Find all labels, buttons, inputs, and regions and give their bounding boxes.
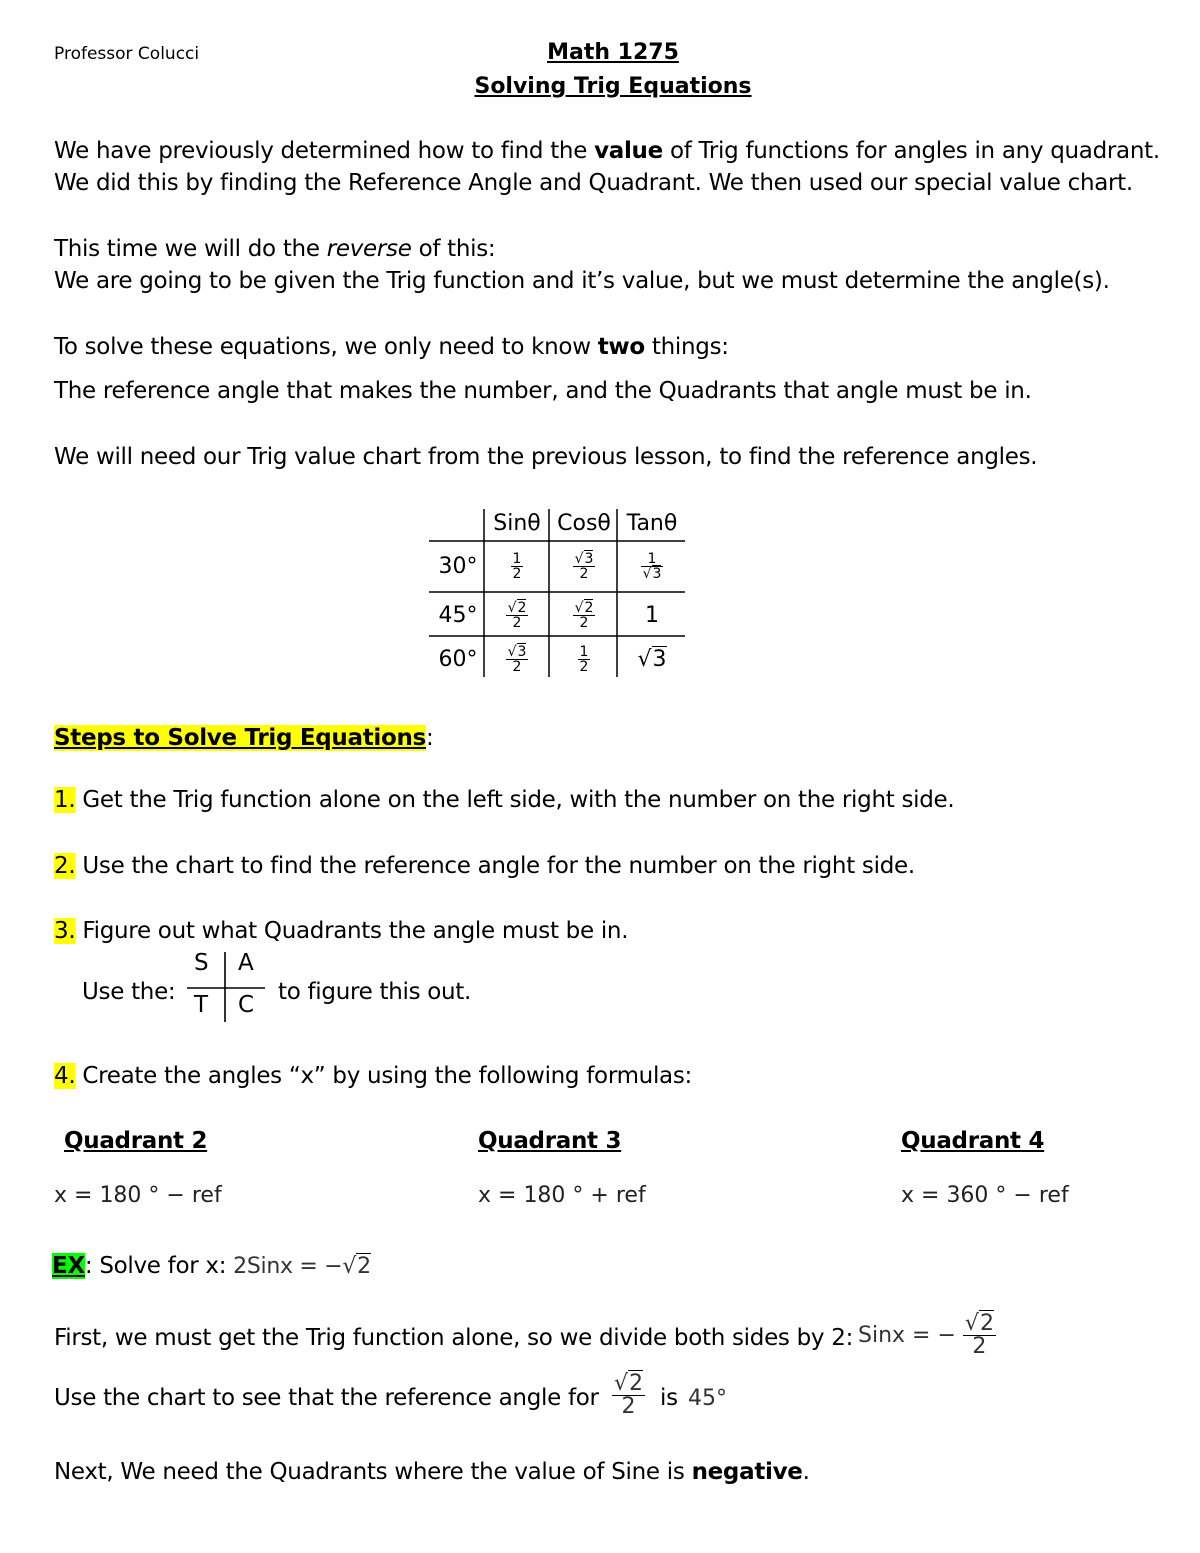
example-label: EX	[52, 1253, 85, 1279]
formula-q2-title: Quadrant 2	[64, 1128, 208, 1154]
chart-sin-60: $\frac{√3}{2}$	[507, 643, 527, 675]
step-4-number: 4.	[54, 1063, 76, 1089]
intro-line-3	[54, 236, 495, 262]
step-2-number: 2.	[54, 853, 76, 879]
intro-line-2: We did this by finding the Reference Angle and Quadrant. We then used our special value chart.	[54, 170, 1133, 196]
formula-q2: x = 180 ° − ref	[54, 1183, 222, 1208]
step-2-text: Use the chart to find the reference angle for the number on the right side.	[75, 853, 915, 879]
professor-name: Professor Colucci	[54, 44, 200, 64]
example-equation-lhs: 2Sinx = −	[233, 1254, 343, 1279]
intro-line-5-b: things:	[644, 334, 729, 360]
intro-line-5	[54, 334, 729, 360]
astc-c: C	[238, 992, 254, 1018]
example-first-den: 2	[963, 1335, 996, 1358]
example-next-b: .	[802, 1459, 810, 1485]
chart-sin-45: $\frac{√2}{2}$	[507, 599, 527, 631]
example-first-eq-lhs: Sinx = −	[858, 1323, 956, 1348]
cos-30-den: 2	[573, 566, 596, 581]
example-chart-fraction: $\frac{√2}{2}$	[614, 1371, 644, 1419]
sin-30-num: 1	[512, 550, 522, 567]
topic-title: Solving Trig Equations	[474, 74, 752, 99]
step-3	[54, 918, 628, 944]
intro-line-5-bold: two	[597, 334, 645, 360]
cos-45-num: 2	[584, 599, 594, 616]
formula-q4-title: Quadrant 4	[901, 1128, 1045, 1154]
steps-heading-colon: :	[425, 725, 434, 751]
example-equation: 2Sinx = −√2	[233, 1254, 371, 1279]
astc-t: T	[194, 992, 208, 1018]
intro-line-3-a: This time we will do the	[54, 236, 327, 262]
intro-line-1-b: of Trig functions for angles in any quadrant.	[662, 138, 1160, 164]
step-3-text: Figure out what Quadrants the angle must be in.	[75, 918, 629, 944]
tan-30-den: 3	[652, 565, 662, 582]
example-first-num: 2	[979, 1311, 994, 1336]
example-first-step: First, we must get the Trig function alone, so we divide both sides by 2:	[54, 1325, 854, 1351]
cos-45-den: 2	[573, 615, 596, 630]
formula-q3: x = 180 ° + ref	[478, 1183, 646, 1208]
sin-60-den: 2	[506, 659, 529, 674]
course-title: Math 1275	[547, 40, 679, 65]
tan-60-value: 3	[652, 646, 667, 672]
step-3-number: 3.	[54, 918, 76, 944]
intro-line-4: We are going to be given the Trig function and it’s value, but we must determine the angle(s).	[54, 268, 1110, 294]
step-3-after: to figure this out.	[278, 979, 472, 1005]
chart-header-cos: Cosθ	[557, 510, 611, 536]
intro-line-1-a: We have previously determined how to find the	[54, 138, 595, 164]
example-next-bold: negative	[691, 1459, 803, 1485]
intro-line-5-a: To solve these equations, we only need to know	[54, 334, 598, 360]
sin-45-den: 2	[506, 615, 529, 630]
example-equation-rad: 2	[357, 1254, 371, 1279]
chart-sin-30	[485, 542, 549, 590]
intro-line-3-italic: reverse	[326, 236, 412, 262]
astc-a: A	[238, 950, 254, 976]
example-chart-step: Use the chart to see that the reference angle for	[54, 1385, 599, 1411]
example-next-a: Next, We need the Quadrants where the value of Sine is	[54, 1459, 692, 1485]
step-1-text: Get the Trig function alone on the left side, with the number on the right side.	[75, 787, 955, 813]
example-next-step	[54, 1459, 810, 1485]
tan-30-num: 1	[647, 550, 657, 567]
steps-heading	[54, 725, 433, 751]
intro-line-6: The reference angle that makes the number, and the Quadrants that angle must be in.	[54, 378, 1032, 404]
chart-header-tan: Tanθ	[626, 510, 678, 536]
cos-60-den: 2	[579, 658, 589, 675]
sin-30-den: 2	[512, 565, 522, 582]
sin-60-num: 3	[517, 643, 527, 660]
astc-s: S	[194, 950, 209, 976]
chart-angle-30: 30°	[438, 553, 478, 579]
example-chart-den: 2	[612, 1395, 645, 1418]
chart-cos-60	[550, 637, 618, 681]
cos-30-num: 3	[584, 550, 594, 567]
example-solve: : Solve for x:	[84, 1253, 227, 1279]
intro-line-1	[54, 138, 1160, 164]
sin-45-num: 2	[517, 599, 527, 616]
chart-header-sin: Sinθ	[493, 510, 541, 536]
chart-angle-45: 45°	[438, 602, 478, 628]
example-first-equation: Sinx = − $\frac{√2}{2}$	[858, 1311, 994, 1359]
intro-line-1-bold: value	[594, 138, 663, 164]
intro-line-3-b: of this:	[411, 236, 496, 262]
step-4	[54, 1063, 692, 1089]
formula-q4: x = 360 ° − ref	[901, 1183, 1069, 1208]
chart-angle-60: 60°	[438, 646, 478, 672]
chart-tan-60: √3	[637, 646, 667, 672]
example-chart-is: is	[660, 1385, 678, 1411]
cos-60-num: 1	[579, 643, 589, 660]
example-chart-num: 2	[629, 1371, 644, 1396]
step-2	[54, 853, 915, 879]
chart-cos-45: $\frac{√2}{2}$	[574, 599, 594, 631]
chart-tan-30: $\frac{1}{√3}$	[642, 550, 662, 582]
chart-cos-30: $\frac{√3}{2}$	[574, 550, 594, 582]
formula-q3-title: Quadrant 3	[478, 1128, 622, 1154]
example-line	[52, 1253, 371, 1279]
steps-heading-text: Steps to Solve Trig Equations	[54, 725, 426, 751]
step-4-text: Create the angles “x” by using the following formulas:	[75, 1063, 692, 1089]
step-1	[54, 787, 954, 813]
chart-tan-45: 1	[645, 602, 659, 628]
intro-line-7: We will need our Trig value chart from the previous lesson, to find the reference angles.	[54, 444, 1038, 470]
step-3-use-the: Use the:	[82, 979, 176, 1005]
step-1-number: 1.	[54, 787, 76, 813]
example-chart-angle: 45°	[688, 1386, 727, 1411]
